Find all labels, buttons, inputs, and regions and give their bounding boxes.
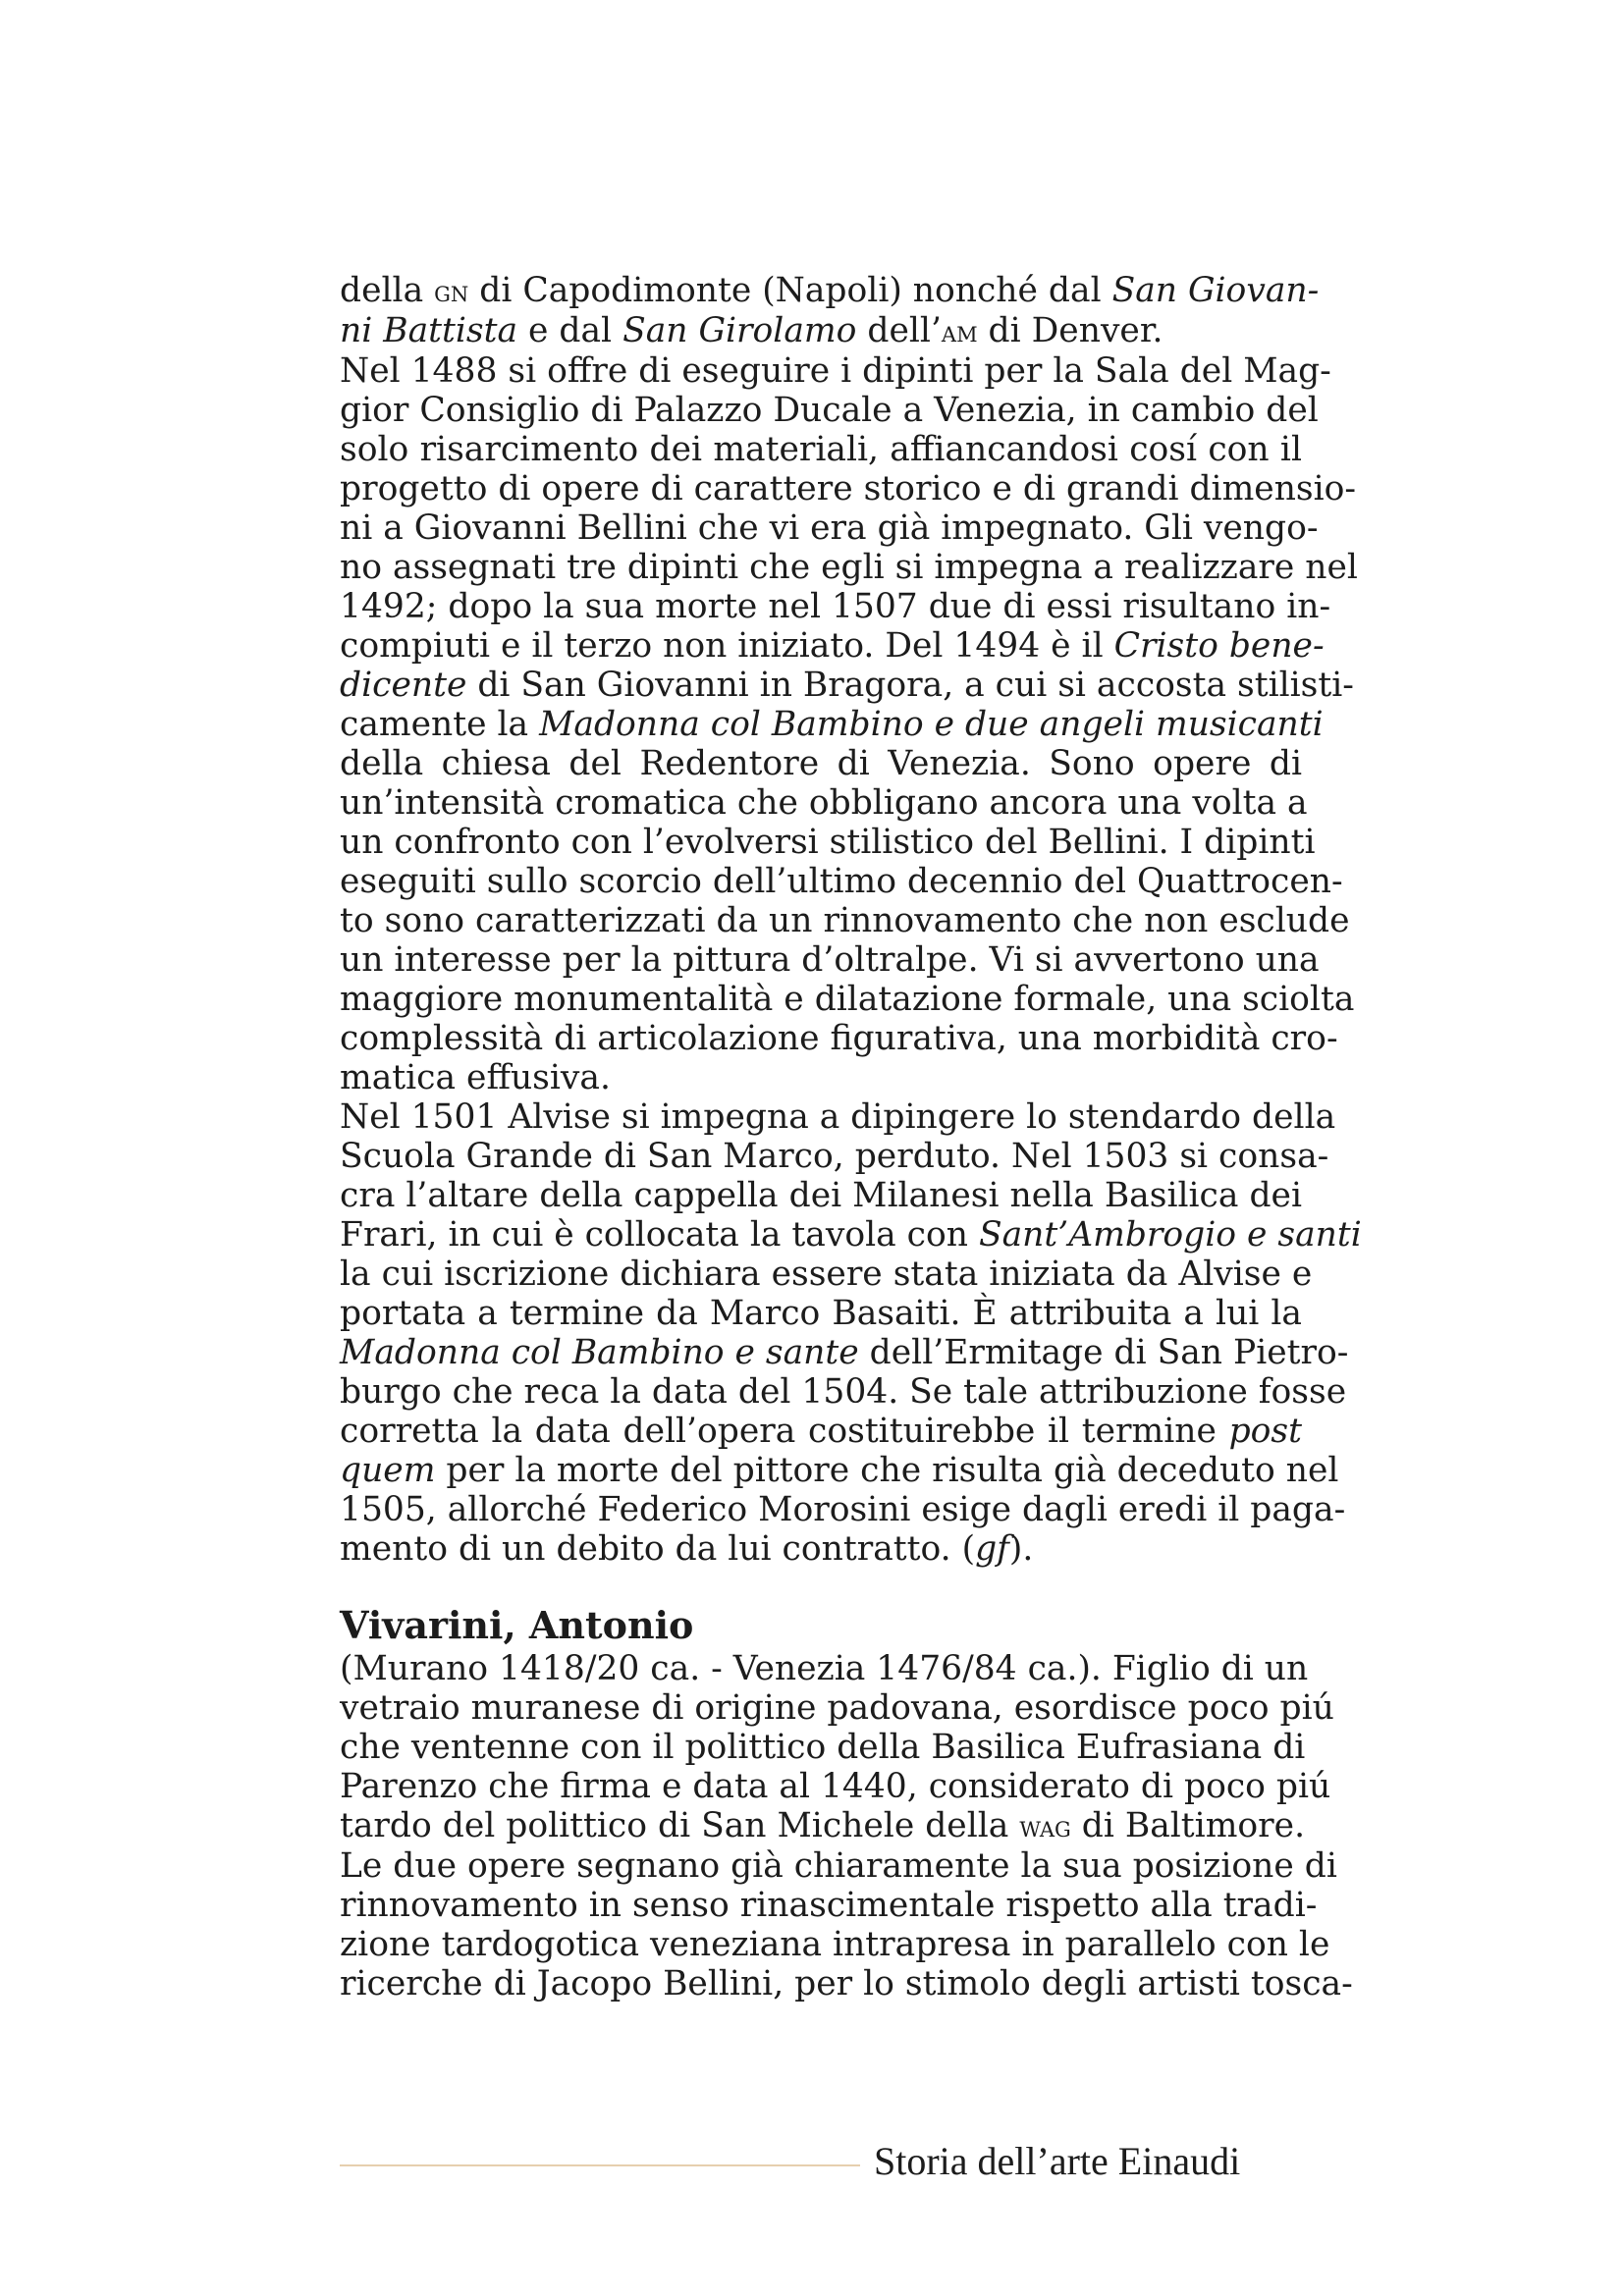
- text-segment: 1505, allorché Federico Morosini esige dagli eredi il paga-: [340, 1490, 1346, 1529]
- text-line: [340, 980, 1355, 1019]
- text-segment: eseguiti sullo scorcio dell’ultimo decennio del Quattrocen-: [340, 862, 1343, 901]
- paragraph-1: [340, 271, 1320, 351]
- text-line: [340, 508, 1319, 548]
- text-line: [340, 1058, 1302, 1097]
- text-segment: cra l’altare della cappella dei Milanesi nella Basilica dei: [340, 1176, 1302, 1215]
- text-segment: mento di un debito da lui contratto. (: [340, 1529, 976, 1569]
- text-line: [340, 1490, 1346, 1529]
- text-line: [340, 1529, 1302, 1569]
- italic-title: dicente: [340, 666, 467, 705]
- text-segment: Parenzo che firma e data al 1440, considerato di poco piú: [340, 1767, 1331, 1806]
- footer-publisher: Storia dell’arte Einaudi: [874, 2139, 1241, 2183]
- text-segment: la cui iscrizione dichiara essere stata iniziata da Alvise e: [340, 1255, 1313, 1294]
- text-line: [340, 311, 1302, 351]
- text-segment: che ventenne con il polittico della Basilica Eufrasiana di: [340, 1728, 1306, 1767]
- paragraph-4: [340, 1649, 1353, 2003]
- text-line: [340, 391, 1319, 430]
- text-line: [340, 1137, 1329, 1176]
- text-segment: maggiore monumentalità e dilatazione formale, una sciolta: [340, 980, 1355, 1019]
- text-line: [340, 548, 1358, 587]
- text-line: [340, 351, 1331, 391]
- entry-heading: Vivarini, Antonio: [340, 1603, 694, 1647]
- text-segment: un’intensità cromatica che obbligano ancora una volta a: [340, 783, 1308, 823]
- text-line: [340, 1333, 1349, 1372]
- text-segment: ricerche di Jacopo Bellini, per lo stimolo degli artisti tosca-: [340, 1964, 1353, 2003]
- abbreviation: am: [941, 315, 978, 348]
- text-segment: per la morte del pittore che risulta già deceduto nel: [435, 1451, 1339, 1490]
- text-segment: e dal: [517, 311, 623, 350]
- text-segment: Nel 1488 si offre di eseguire i dipinti per la Sala del Mag-: [340, 351, 1331, 391]
- text-segment: (Murano 1418/20 ca. - Venezia 1476/84 ca.). Figlio di un: [340, 1649, 1309, 1688]
- abbreviation: gn: [434, 275, 469, 308]
- text-line: [340, 1964, 1353, 2003]
- text-line: [340, 1412, 1302, 1451]
- text-segment: di Capodimonte (Napoli) nonché dal: [468, 271, 1112, 310]
- text-line: [340, 1215, 1362, 1255]
- text-segment: di Denver.: [977, 311, 1163, 350]
- italic-title: Madonna col Bambino e due angeli musicanti: [539, 705, 1324, 744]
- text-line: [340, 1372, 1347, 1412]
- text-segment: portata a termine da Marco Basaiti. È attribuita a lui la: [340, 1294, 1302, 1333]
- text-line: [340, 940, 1320, 980]
- italic-title: Madonna col Bambino e sante: [340, 1333, 859, 1372]
- text-line: [340, 1176, 1302, 1215]
- text-line: [340, 705, 1324, 744]
- italic-title: Sant’Ambrogio e santi: [978, 1215, 1362, 1255]
- text-line: [340, 1886, 1318, 1925]
- text-segment: corretta la data dell’opera costituirebbe il termine: [340, 1412, 1229, 1451]
- text-segment: gior Consiglio di Palazzo Ducale a Venezia, in cambio del: [340, 391, 1319, 430]
- text-line: [340, 1846, 1337, 1886]
- text-line: [340, 469, 1357, 508]
- text-segment: rinnovamento in senso rinascimentale rispetto alla tradi-: [340, 1886, 1318, 1925]
- text-line: [340, 666, 1354, 705]
- footer-rule: [340, 2164, 860, 2166]
- text-line: [340, 1294, 1302, 1333]
- text-segment: della: [340, 271, 435, 310]
- text-line: [340, 1649, 1309, 1688]
- italic-title: San Girolamo: [622, 311, 857, 350]
- text-segment: no assegnati tre dipinti che egli si impegna a realizzare nel: [340, 548, 1358, 587]
- text-line: [340, 1728, 1306, 1767]
- text-segment: complessità di articolazione figurativa, una morbidità cro-: [340, 1019, 1338, 1058]
- text-segment: matica effusiva.: [340, 1058, 611, 1097]
- text-line: [340, 1255, 1313, 1294]
- text-segment: Scuola Grande di San Marco, perduto. Nel 1503 si consa-: [340, 1137, 1329, 1176]
- text-segment: ni a Giovanni Bellini che vi era già impegnato. Gli vengo-: [340, 508, 1319, 548]
- text-line: [340, 271, 1320, 311]
- text-line: [340, 1806, 1306, 1846]
- italic-title: gf: [975, 1529, 1009, 1569]
- text-segment: dell’Ermitage di San Pietro-: [858, 1333, 1349, 1372]
- text-segment: un confronto con l’evolversi stilistico del Bellini. I dipinti: [340, 823, 1316, 862]
- text-line: [340, 587, 1331, 626]
- text-segment: un interesse per la pittura d’oltralpe. Vi si avvertono una: [340, 940, 1320, 980]
- text-segment: Nel 1501 Alvise si impegna a dipingere lo stendardo della: [340, 1097, 1336, 1137]
- italic-title: San Giovan-: [1111, 271, 1320, 310]
- italic-title: post: [1228, 1412, 1302, 1451]
- text-segment: Le due opere segnano già chiaramente la sua posizione di: [340, 1846, 1337, 1886]
- text-line: [340, 823, 1316, 862]
- text-line: [340, 744, 1302, 783]
- text-segment: solo risarcimento dei materiali, affiancandosi cosí con il: [340, 430, 1302, 469]
- text-segment: camente la: [340, 705, 540, 744]
- italic-title: Cristo bene-: [1113, 626, 1325, 666]
- article-body: [340, 271, 1362, 2003]
- text-segment: vetraio muranese di origine padovana, esordisce poco piú: [340, 1688, 1334, 1728]
- text-line: [340, 1451, 1339, 1490]
- text-segment: compiuti e il terzo non iniziato. Del 1494 è il: [340, 626, 1114, 666]
- text-line: [340, 1019, 1338, 1058]
- text-line: [340, 1767, 1331, 1806]
- text-segment: tardo del polittico di San Michele della: [340, 1806, 1020, 1845]
- text-line: [340, 1925, 1330, 1964]
- text-segment: Frari, in cui è collocata la tavola con: [340, 1215, 979, 1255]
- text-line: [340, 783, 1308, 823]
- italic-title: quem: [340, 1451, 436, 1490]
- italic-title: ni Battista: [340, 311, 518, 350]
- paragraph-2: [340, 351, 1358, 1097]
- text-line: [340, 1688, 1334, 1728]
- text-segment: di Baltimore.: [1070, 1806, 1306, 1845]
- text-segment: dell’: [856, 311, 942, 350]
- text-segment: 1492; dopo la sua morte nel 1507 due di essi risultano in-: [340, 587, 1331, 626]
- paragraph-3: [340, 1097, 1362, 1569]
- text-line: [340, 862, 1343, 901]
- text-line: [340, 430, 1302, 469]
- text-line: [340, 626, 1325, 666]
- abbreviation: wag: [1019, 1810, 1071, 1843]
- text-segment: della chiesa del Redentore di Venezia. Sono opere di: [340, 744, 1302, 783]
- text-line: [340, 901, 1350, 940]
- text-segment: zione tardogotica veneziana intrapresa in parallelo con le: [340, 1925, 1330, 1964]
- text-line: [340, 1097, 1336, 1137]
- text-segment: progetto di opere di carattere storico e di grandi dimensio-: [340, 469, 1357, 508]
- text-segment: burgo che reca la data del 1504. Se tale attribuzione fosse: [340, 1372, 1347, 1412]
- text-segment: di San Giovanni in Bragora, a cui si accosta stilisti-: [466, 666, 1354, 705]
- text-segment: to sono caratterizzati da un rinnovamento che non esclude: [340, 901, 1350, 940]
- text-segment: ).: [1008, 1529, 1034, 1569]
